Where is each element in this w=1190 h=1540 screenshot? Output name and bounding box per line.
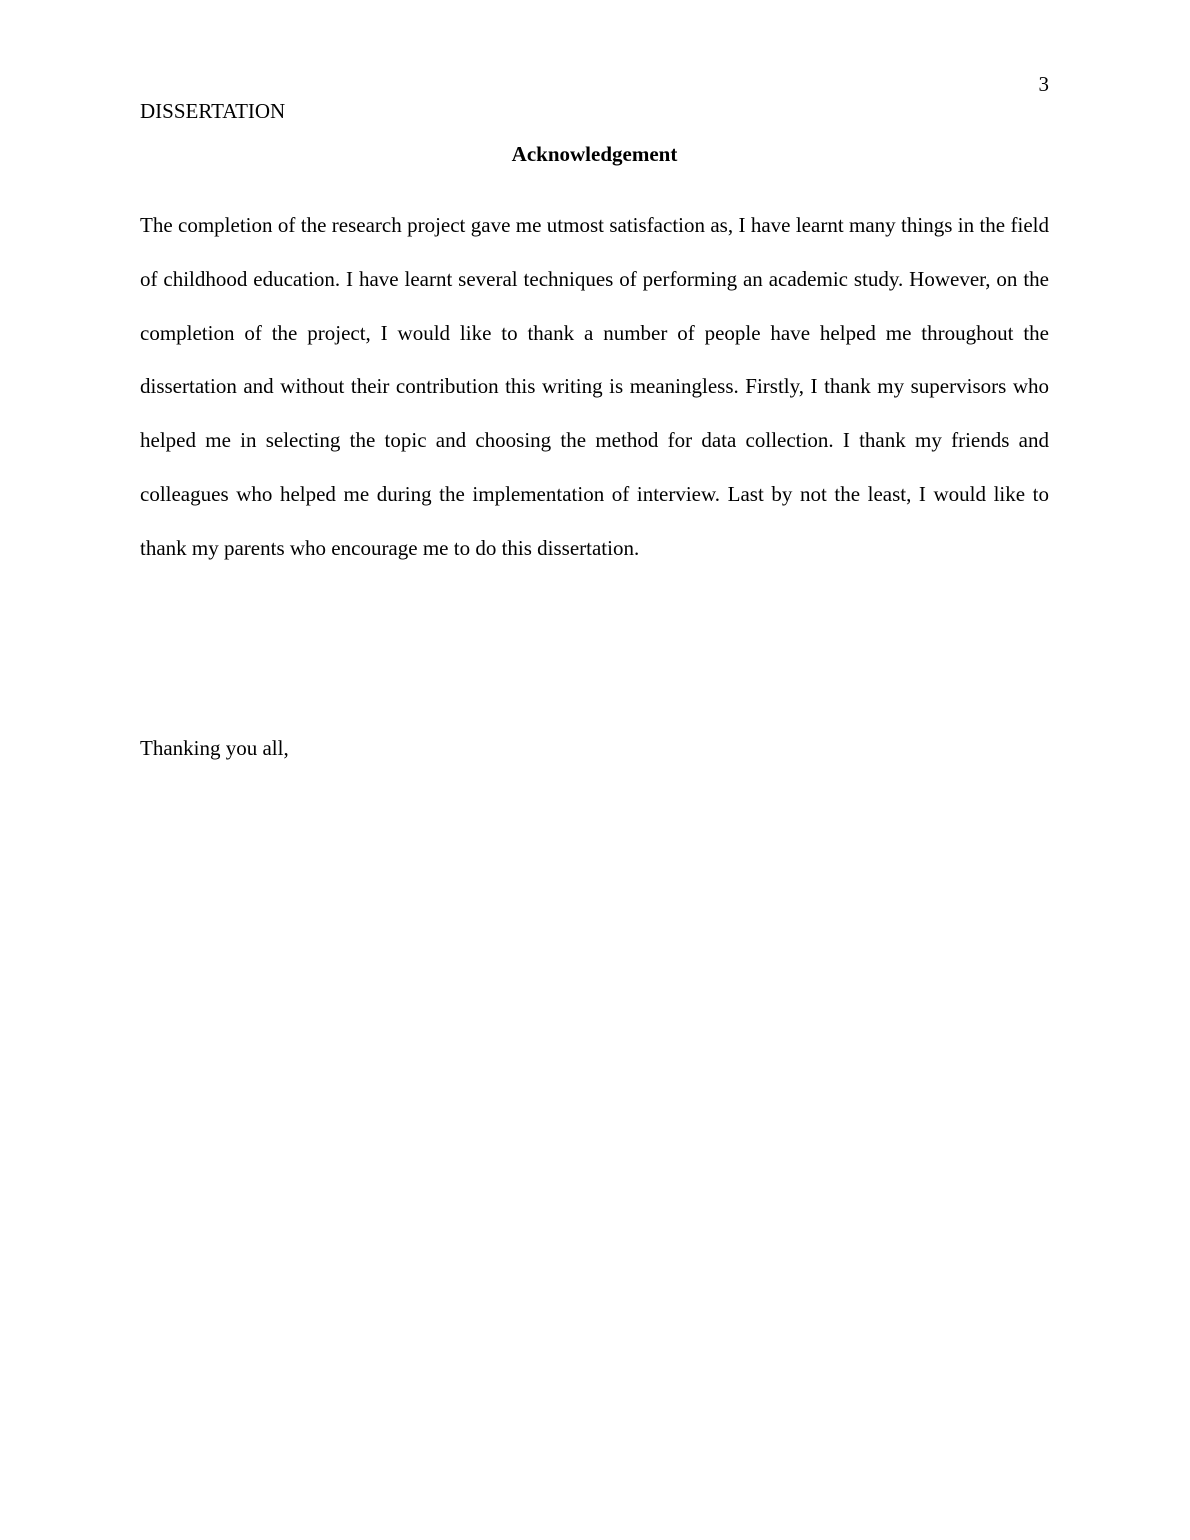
running-head: DISSERTATION [140, 99, 286, 123]
closing-line: Thanking you all, [140, 736, 289, 760]
acknowledgement-paragraph: The completion of the research project gave me utmost satisfaction as, I have learnt many things in the field of childhood education. I have learnt several techniques of performing an academic study. However, on the completion of the project, I would like to thank a number of people have helped me throughout the dissertation and without their contribution this writing is meaningless. Firstly, I thank my supervisors who helped me in selecting the topic and choosing the method for data collection. I thank my friends and colleagues who helped me during the implementation of interview. Last by not the least, I would like to thank my parents who encourage me to do this dissertation. [140, 213, 1049, 560]
section-heading: Acknowledgement [511, 142, 678, 166]
page-number: 3 [1038, 72, 1049, 96]
